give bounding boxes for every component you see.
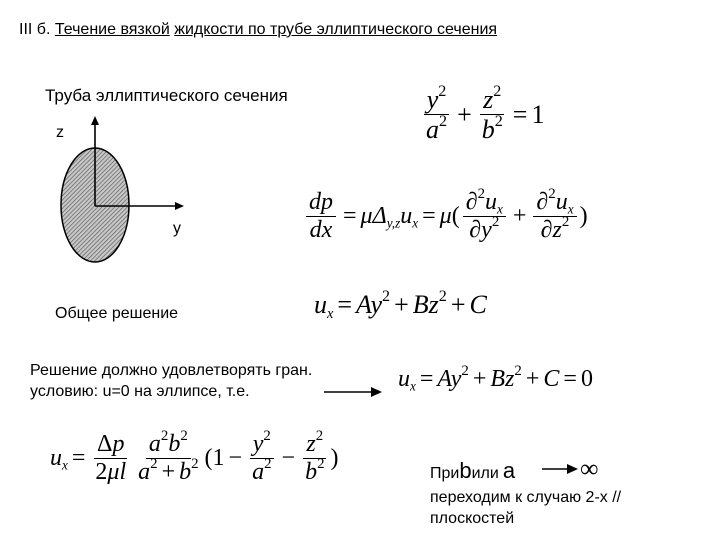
axis-label-y: y — [173, 220, 181, 237]
general-solution-equation: $u_x$ = Ay$^2$ + Bz$^2$ + C — [314, 287, 487, 322]
general-solution-label: Общее решение — [55, 305, 179, 322]
limit-arrow — [540, 462, 580, 476]
z-arrow-head — [91, 116, 99, 125]
y-arrow-head — [175, 202, 184, 210]
velocity-solution-equation: $u_x$ = $\frac{\Delta p}{2\mu l}$ $\frac{a^2b^2}{a^2 + b^2}$ (1 − $\frac{y^2}{a^2}$ − $\frac{z^2}{b^2}$ ) — [50, 427, 339, 486]
arrow-to-condition — [322, 385, 384, 399]
pipe-caption: Труба эллиптического сечения — [45, 86, 288, 105]
ellipse-diagram — [50, 110, 200, 270]
momentum-equation: $\frac{dp}{dx}$ = $\mu\Delta_{y,z}u_x$ = μ( $\frac{\partial^2u_x}{\partial y^2}$ + $\frac{\partial^2u_x}{\partial z^2}$ ) — [303, 190, 588, 243]
conclusion-text: переходим к случаю 2-х // плоскостей — [430, 489, 622, 527]
infinity-symbol: ∞ — [580, 454, 599, 483]
boundary-equation: $u_x$ = Ay$^2$ + Bz$^2$ + C = 0 — [398, 362, 593, 394]
axis-label-z: z — [56, 124, 64, 141]
boundary-condition-text: Решение должно удовлетворять гран. условию: u=0 на эллипсе, т.е. — [30, 362, 313, 400]
limit-statement: При b или a — [430, 458, 516, 483]
ellipse-equation: $\frac{y^2}{a^2}$ + $\frac{z^2}{b^2}$ = 1 — [420, 86, 544, 144]
page-title: III б. Течение вязкой жидкости по трубе эллиптического сечения — [19, 21, 498, 38]
